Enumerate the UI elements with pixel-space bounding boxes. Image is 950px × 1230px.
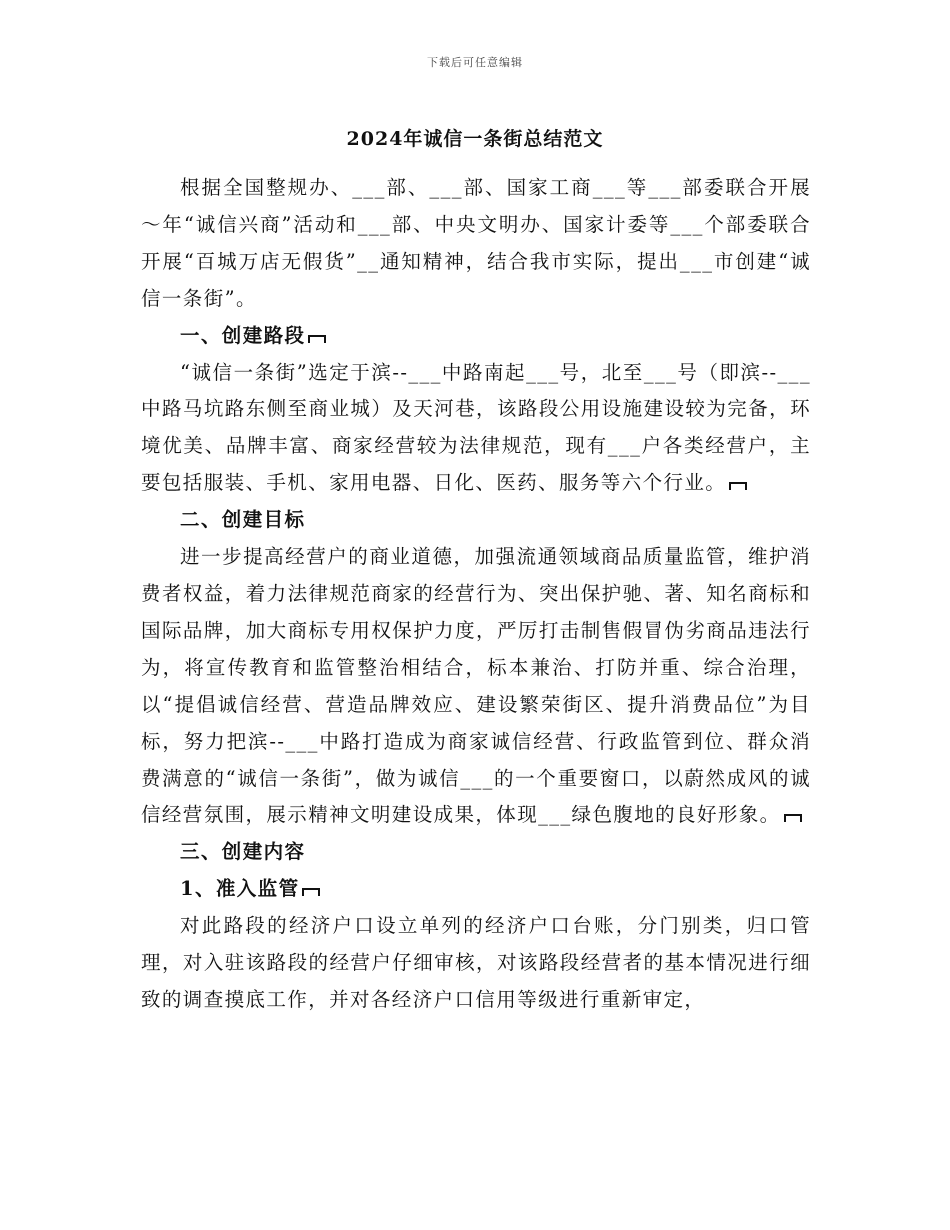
subsection-1-heading-text: 1、准入监管 <box>180 877 300 901</box>
section-1-heading <box>141 318 811 355</box>
document-body <box>141 170 811 1019</box>
paragraph-mark-icon <box>302 888 320 896</box>
section-1-text: “诚信一条街”选定于滨--___中路南起___号，北至___号（即滨--___中路马坑路东侧至商业城）及天河巷，该路段公用设施建设较为完备，环境优美、品牌丰富、商家经营较为法律规范，现有___户各类经营户，主要包括服装、手机、家用电器、日化、医药、服务等六个行业。 <box>141 360 811 495</box>
page-header-note: 下载后可任意编辑 <box>427 56 523 69</box>
subsection-1-heading <box>141 871 811 908</box>
section-2-text: 进一步提高经营户的商业道德，加强流通领域商品质量监管，维护消费者权益，着力法律规范商家的经营行为、突出保护驰、著、知名商标和国际品牌，加大商标专用权保护力度，严厉打击制售假冒伪劣商品违法行为，将宣传教育和监管整治相结合，标本兼治、打防并重、综合治理，以“提倡诚信经营、营造品牌效应、建设繁荣街区、提升消费品位”为目标，努力把滨--___中路打造成为商家诚信经营、行政监管到位、群众消费满意的“诚信一条街”，做为诚信___的一个重要窗口，以蔚然成风的诚信经营氛围，展示精神文明建设成果，体现___绿色腹地的良好形象。 <box>141 545 811 827</box>
section-2-heading: 二、创建目标 <box>180 508 306 532</box>
section-1-paragraph <box>141 355 811 503</box>
section-2-paragraph <box>141 539 811 834</box>
paragraph-mark-icon <box>784 814 802 822</box>
intro-paragraph: 根据全国整规办、___部、___部、国家工商___等___部委联合开展～年“诚信兴商”活动和___部、中央文明办、国家计委等___个部委联合开展“百城万店无假货”__通知精神，结合我市实际，提出___市创建“诚信一条街”。 <box>141 176 811 310</box>
document-title: 2024年诚信一条街总结范文 <box>346 128 604 150</box>
section-1-heading-text: 一、创建路段 <box>180 323 306 347</box>
section-3-heading: 三、创建内容 <box>180 840 306 864</box>
paragraph-mark-icon <box>729 482 747 490</box>
subsection-1-paragraph: 对此路段的经济户口设立单列的经济户口台账，分门别类，归口管理，对入驻该路段的经营户仔细审核，对该路段经营者的基本情况进行细致的调查摸底工作，并对各经济户口信用等级进行重新审定， <box>141 914 811 1011</box>
paragraph-mark-icon <box>308 335 326 343</box>
